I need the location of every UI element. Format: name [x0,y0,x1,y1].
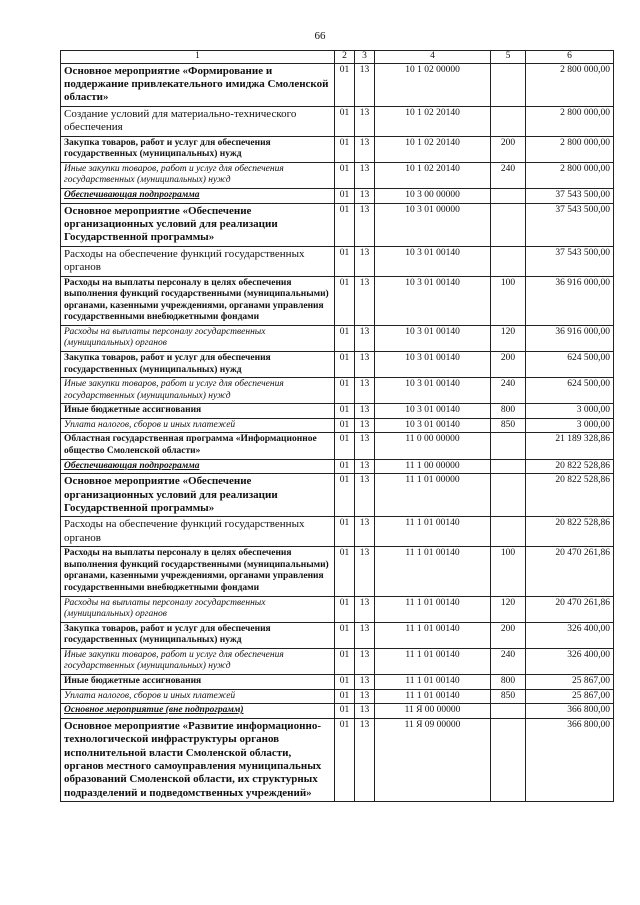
row-amount-cell: 25 867,00 [526,675,614,690]
row-section-cell: 01 [335,203,355,246]
row-target-code-cell: 10 1 02 20140 [375,106,491,136]
row-expense-type-cell: 800 [491,404,526,419]
row-expense-type-cell: 850 [491,418,526,433]
row-target-code-cell: 10 3 01 00140 [375,352,491,378]
row-target-code-cell: 11 1 01 00140 [375,547,491,596]
table-row [61,689,614,704]
table-row [61,106,614,136]
row-name-cell: Иные закупки товаров, работ и услуг для обеспечения государственных (муниципальных) нужд [61,648,335,674]
row-name-cell: Закупка товаров, работ и услуг для обеспечения государственных (муниципальных) нужд [61,352,335,378]
row-amount-cell: 36 916 000,00 [526,276,614,325]
header-cell: 4 [375,51,491,64]
table-row [61,474,614,517]
row-expense-type-cell: 200 [491,352,526,378]
table-row [61,188,614,203]
row-subsection-cell: 13 [355,675,375,690]
row-section-cell: 01 [335,136,355,162]
table-row [61,547,614,596]
row-target-code-cell: 10 3 01 00140 [375,276,491,325]
row-section-cell: 01 [335,418,355,433]
header-cell: 1 [61,51,335,64]
row-amount-cell: 20 470 261,86 [526,547,614,596]
row-subsection-cell: 13 [355,547,375,596]
row-amount-cell: 20 822 528,86 [526,459,614,474]
row-amount-cell: 20 822 528,86 [526,517,614,547]
row-amount-cell: 21 189 328,86 [526,433,614,459]
header-cell: 2 [335,51,355,64]
row-amount-cell: 326 400,00 [526,622,614,648]
header-cell: 5 [491,51,526,64]
row-expense-type-cell: 240 [491,648,526,674]
row-section-cell: 01 [335,404,355,419]
table-row [61,162,614,188]
row-name-cell: Уплата налогов, сборов и иных платежей [61,418,335,433]
row-section-cell: 01 [335,162,355,188]
row-name-cell: Расходы на выплаты персоналу в целях обеспечения выполнения функций государственными (муниципальными) органами, казенными учреждениями, органами управления государственными внебюджетными фондами [61,276,335,325]
row-amount-cell: 366 800,00 [526,718,614,801]
row-name-cell: Расходы на выплаты персоналу государственных (муниципальных) органов [61,325,335,351]
table-body [61,63,614,802]
row-amount-cell: 36 916 000,00 [526,325,614,351]
table-row [61,596,614,622]
row-name-cell: Областная государственная программа «Информационное общество Смоленской области» [61,433,335,459]
table-row [61,418,614,433]
row-name-cell: Уплата налогов, сборов и иных платежей [61,689,335,704]
row-target-code-cell: 11 1 01 00140 [375,689,491,704]
row-name-cell: Основное мероприятие «Формирование и поддержание привлекательного имиджа Смоленской области» [61,63,335,106]
row-subsection-cell: 13 [355,106,375,136]
row-section-cell: 01 [335,106,355,136]
row-section-cell: 01 [335,704,355,719]
row-target-code-cell: 11 Я 00 00000 [375,704,491,719]
row-expense-type-cell [491,433,526,459]
row-name-cell: Расходы на выплаты персоналу государственных (муниципальных) органов [61,596,335,622]
row-expense-type-cell [491,106,526,136]
row-name-cell: Иные бюджетные ассигнования [61,675,335,690]
row-section-cell: 01 [335,474,355,517]
row-amount-cell: 3 000,00 [526,404,614,419]
table-row [61,517,614,547]
row-subsection-cell: 13 [355,433,375,459]
row-subsection-cell: 13 [355,648,375,674]
row-section-cell: 01 [335,622,355,648]
row-subsection-cell: 13 [355,188,375,203]
row-section-cell: 01 [335,675,355,690]
row-target-code-cell: 10 1 02 20140 [375,136,491,162]
row-name-cell: Иные закупки товаров, работ и услуг для обеспечения государственных (муниципальных) нужд [61,162,335,188]
row-section-cell: 01 [335,517,355,547]
table-row [61,459,614,474]
row-name-cell: Расходы на обеспечение функций государственных органов [61,246,335,276]
row-expense-type-cell [491,246,526,276]
row-subsection-cell: 13 [355,459,375,474]
row-expense-type-cell: 800 [491,675,526,690]
row-subsection-cell: 13 [355,689,375,704]
row-section-cell: 01 [335,188,355,203]
table-row [61,648,614,674]
row-amount-cell: 366 800,00 [526,704,614,719]
row-name-cell: Основное мероприятие «Обеспечение организационных условий для реализации Государственной программы» [61,474,335,517]
table-row [61,203,614,246]
row-amount-cell: 2 800 000,00 [526,136,614,162]
row-target-code-cell: 11 1 01 00000 [375,474,491,517]
row-subsection-cell: 13 [355,203,375,246]
row-section-cell: 01 [335,433,355,459]
row-expense-type-cell: 100 [491,276,526,325]
table-row [61,246,614,276]
row-expense-type-cell [491,203,526,246]
row-target-code-cell: 11 1 01 00140 [375,517,491,547]
row-target-code-cell: 10 3 01 00140 [375,404,491,419]
row-expense-type-cell: 200 [491,622,526,648]
row-name-cell: Основное мероприятие (вне подпрограмм) [61,704,335,719]
row-target-code-cell: 11 1 00 00000 [375,459,491,474]
row-subsection-cell: 13 [355,63,375,106]
row-section-cell: 01 [335,648,355,674]
row-target-code-cell: 11 1 01 00140 [375,596,491,622]
row-subsection-cell: 13 [355,378,375,404]
row-target-code-cell: 10 3 00 00000 [375,188,491,203]
row-target-code-cell: 10 3 01 00140 [375,378,491,404]
row-amount-cell: 37 543 500,00 [526,203,614,246]
row-expense-type-cell: 100 [491,547,526,596]
row-section-cell: 01 [335,63,355,106]
table-row [61,136,614,162]
row-amount-cell: 624 500,00 [526,352,614,378]
row-section-cell: 01 [335,325,355,351]
row-name-cell: Закупка товаров, работ и услуг для обеспечения государственных (муниципальных) нужд [61,622,335,648]
row-target-code-cell: 11 1 01 00140 [375,622,491,648]
row-target-code-cell: 10 3 01 00000 [375,203,491,246]
row-amount-cell: 2 800 000,00 [526,162,614,188]
row-amount-cell: 2 800 000,00 [526,106,614,136]
row-expense-type-cell [491,704,526,719]
row-section-cell: 01 [335,689,355,704]
row-subsection-cell: 13 [355,596,375,622]
row-expense-type-cell [491,459,526,474]
row-subsection-cell: 13 [355,404,375,419]
row-amount-cell: 20 822 528,86 [526,474,614,517]
row-expense-type-cell [491,188,526,203]
row-amount-cell: 2 800 000,00 [526,63,614,106]
row-subsection-cell: 13 [355,162,375,188]
row-section-cell: 01 [335,276,355,325]
row-name-cell: Закупка товаров, работ и услуг для обеспечения государственных (муниципальных) нужд [61,136,335,162]
table-row [61,404,614,419]
row-expense-type-cell [491,474,526,517]
header-cell: 3 [355,51,375,64]
row-subsection-cell: 13 [355,136,375,162]
row-expense-type-cell: 240 [491,162,526,188]
row-target-code-cell: 10 3 01 00140 [375,246,491,276]
row-amount-cell: 3 000,00 [526,418,614,433]
row-target-code-cell: 11 Я 09 00000 [375,718,491,801]
row-section-cell: 01 [335,352,355,378]
row-name-cell: Основное мероприятие «Развитие информационно-технологической инфраструктуры органов исполнительной власти Смоленской области, органов местного самоуправления муниципальных образований Смоленской области, их структурных подразделений и подведомственных учреждений» [61,718,335,801]
row-subsection-cell: 13 [355,704,375,719]
row-name-cell: Создание условий для материально-технического обеспечения [61,106,335,136]
table-row [61,378,614,404]
row-target-code-cell: 11 1 01 00140 [375,675,491,690]
row-expense-type-cell [491,63,526,106]
row-amount-cell: 20 470 261,86 [526,596,614,622]
row-amount-cell: 624 500,00 [526,378,614,404]
row-name-cell: Расходы на выплаты персоналу в целях обеспечения выполнения функций государственными (муниципальными) органами, казенными учреждениями, органами управления государственными внебюджетными фондами [61,547,335,596]
row-section-cell: 01 [335,718,355,801]
row-target-code-cell: 10 1 02 20140 [375,162,491,188]
row-name-cell: Обеспечивающая подпрограмма [61,188,335,203]
row-expense-type-cell: 240 [491,378,526,404]
page-number: 66 [314,30,326,42]
table-row [61,704,614,719]
row-expense-type-cell: 120 [491,325,526,351]
row-target-code-cell: 10 3 01 00140 [375,325,491,351]
row-amount-cell: 326 400,00 [526,648,614,674]
table-row [61,63,614,106]
row-subsection-cell: 13 [355,418,375,433]
row-expense-type-cell: 200 [491,136,526,162]
row-section-cell: 01 [335,378,355,404]
row-name-cell: Иные закупки товаров, работ и услуг для обеспечения государственных (муниципальных) нужд [61,378,335,404]
row-section-cell: 01 [335,596,355,622]
row-name-cell: Основное мероприятие «Обеспечение организационных условий для реализации Государственной программы» [61,203,335,246]
header-cell: 6 [526,51,614,64]
row-target-code-cell: 11 1 01 00140 [375,648,491,674]
budget-table [60,50,614,802]
row-subsection-cell: 13 [355,276,375,325]
row-expense-type-cell: 850 [491,689,526,704]
row-subsection-cell: 13 [355,325,375,351]
row-expense-type-cell: 120 [491,596,526,622]
row-name-cell: Иные бюджетные ассигнования [61,404,335,419]
row-target-code-cell: 11 0 00 00000 [375,433,491,459]
row-subsection-cell: 13 [355,517,375,547]
row-target-code-cell: 10 3 01 00140 [375,418,491,433]
row-amount-cell: 37 543 500,00 [526,188,614,203]
row-amount-cell: 25 867,00 [526,689,614,704]
table-row [61,718,614,801]
row-expense-type-cell [491,718,526,801]
row-subsection-cell: 13 [355,718,375,801]
table-row [61,675,614,690]
row-expense-type-cell [491,517,526,547]
row-subsection-cell: 13 [355,622,375,648]
row-subsection-cell: 13 [355,246,375,276]
row-subsection-cell: 13 [355,474,375,517]
row-section-cell: 01 [335,459,355,474]
table-row [61,276,614,325]
header-row [61,51,614,64]
row-amount-cell: 37 543 500,00 [526,246,614,276]
row-section-cell: 01 [335,547,355,596]
row-target-code-cell: 10 1 02 00000 [375,63,491,106]
table-row [61,325,614,351]
table-row [61,352,614,378]
row-name-cell: Расходы на обеспечение функций государственных органов [61,517,335,547]
table-row [61,433,614,459]
row-subsection-cell: 13 [355,352,375,378]
row-section-cell: 01 [335,246,355,276]
row-name-cell: Обеспечивающая подпрограмма [61,459,335,474]
table-row [61,622,614,648]
